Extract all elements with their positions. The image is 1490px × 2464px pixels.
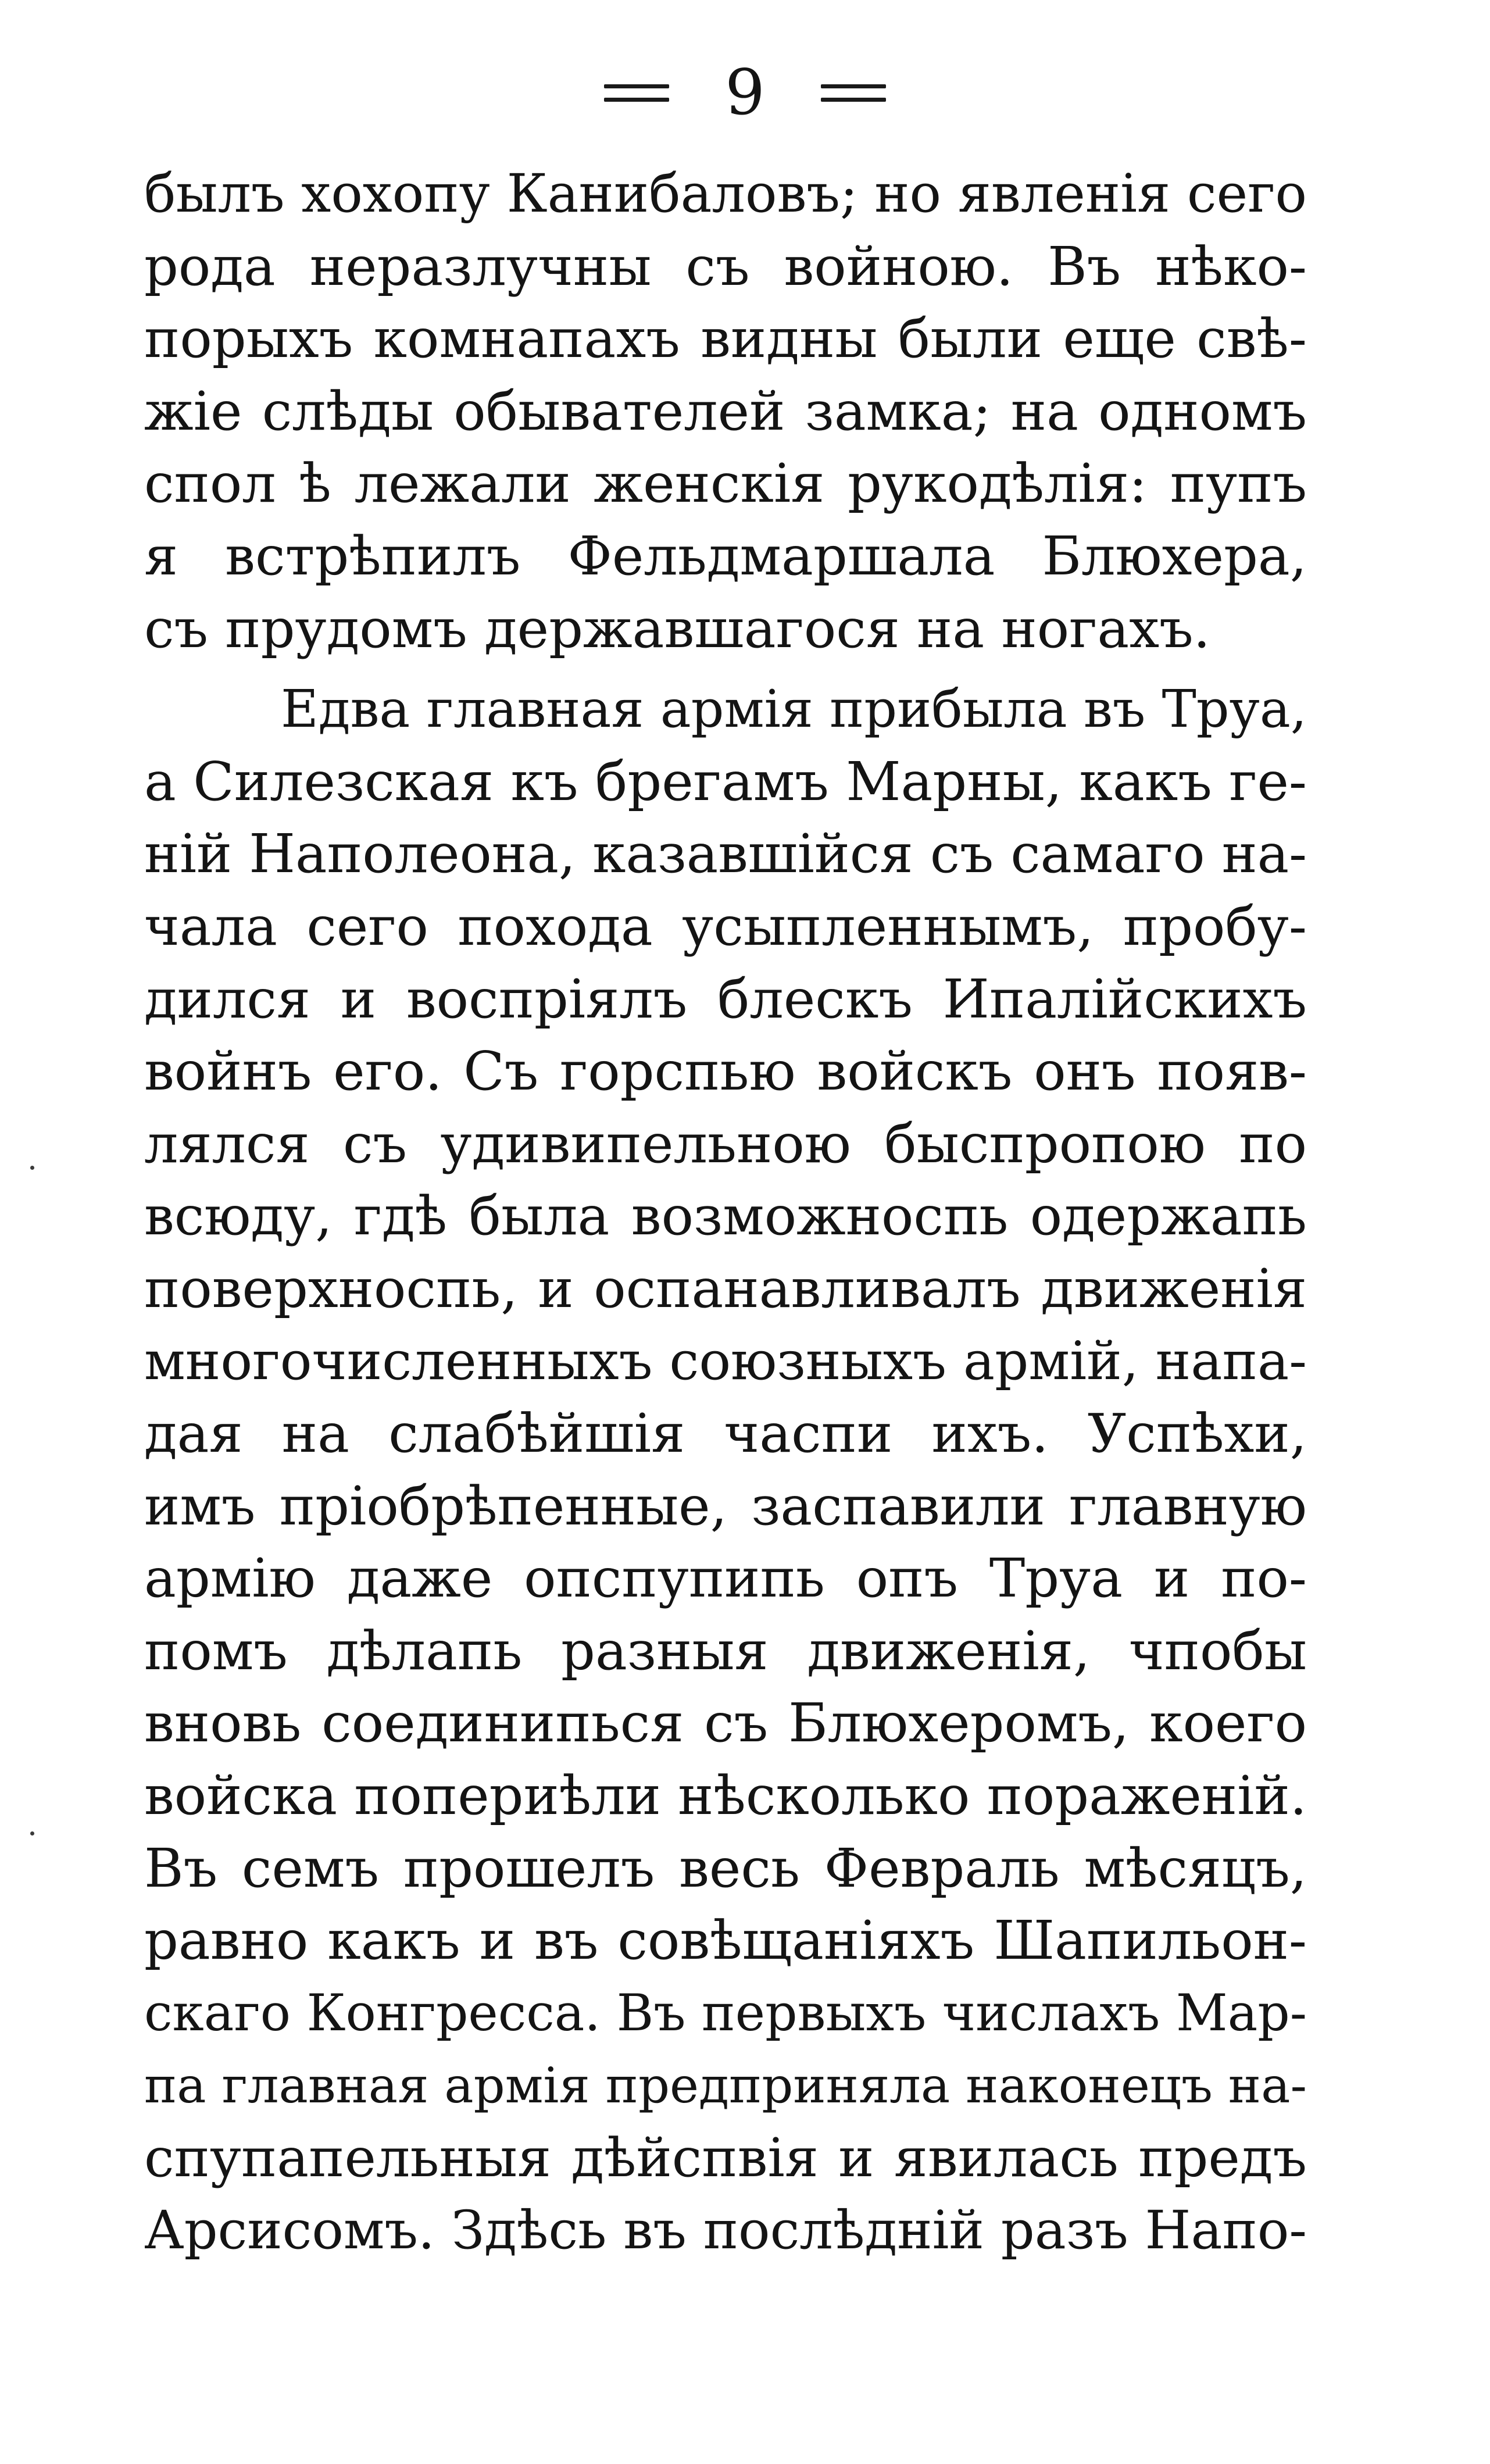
text-line: имъ пріобрѣпенные, заспавили главную (144, 1474, 1307, 1537)
text-line: дая на слабѣйшія часпи ихъ. Успѣхи, (144, 1402, 1307, 1465)
text-line: порыхъ комнапахъ видны были еще свѣ- (144, 308, 1307, 370)
ink-speck (30, 1166, 34, 1170)
text-line: былъ хохопу Канибаловъ; но явленія сего (144, 163, 1307, 224)
header-rule-left (604, 84, 669, 102)
text-line: чала сего похода усыпленнымъ, пробу- (144, 895, 1307, 958)
text-line: скаго Конгресса. Въ первыхъ числахъ Мар- (144, 1984, 1307, 2042)
text-line: жіе слѣды обывателей замка; на одномъ (144, 380, 1307, 442)
text-line: многочисленныхъ союзныхъ армій, напа- (144, 1330, 1307, 1392)
text-line: вновь соединипься съ Блюхеромъ, коего (144, 1692, 1307, 1755)
text-line: ній Наполеона, казавшійся съ самаго на- (144, 823, 1307, 885)
text-line: армію даже опспупипь опъ Труа и по- (144, 1547, 1307, 1610)
text-line: па главная армія предприняла наконецъ на- (144, 2057, 1307, 2115)
page-header (0, 55, 1490, 131)
text-line: Едва главная армія прибыла въ Труа, (281, 679, 1307, 740)
paragraph (144, 158, 1307, 665)
text-line: я встрѣпилъ Фельдмаршала Блюхера, (144, 524, 1307, 587)
text-line: лялся съ удивипельною быспропою по (144, 1112, 1307, 1175)
header-rule-right (821, 84, 886, 102)
text-line: равно какъ и въ совѣщаніяхъ Шапильон- (144, 1909, 1307, 1972)
text-line: спол ѣ лежали женскія рукодѣлія: пупъ (144, 452, 1307, 515)
ink-speck (30, 1831, 34, 1835)
text-line: Арсисомъ. Здѣсь въ послѣдній разъ Напо- (144, 2199, 1307, 2261)
text-line: поверхноспь, и оспанавливалъ движенія (144, 1257, 1307, 1320)
text-line: помъ дѣлапь разныя движенія, чпобы (144, 1619, 1307, 1682)
text-line: спупапельныя дѣйспвія и явилась предъ (144, 2127, 1307, 2190)
text-line: войска попериѣли нѣсколько пораженій. (144, 1765, 1307, 1827)
text-line: Въ семъ прошелъ весь Февраль мѣсяцъ, (144, 1837, 1307, 1899)
text-line: рода неразлучны съ войною. Въ нѣко- (144, 235, 1307, 298)
text-line: съ прудомъ державшагося на ногахъ. (144, 597, 1210, 660)
text-line: всюду, гдѣ была возможноспь одержапь (144, 1185, 1307, 1248)
page-number: 9 (725, 56, 765, 129)
text-line: войнъ его. Съ горспью войскъ онъ появ- (144, 1040, 1307, 1103)
body-text (144, 158, 1307, 2267)
text-line: а Силезская къ брегамъ Марны, какъ ге- (144, 750, 1307, 813)
text-line: дился и воспріялъ блескъ Ипалійскихъ (144, 967, 1307, 1030)
paragraph (144, 673, 1307, 2267)
